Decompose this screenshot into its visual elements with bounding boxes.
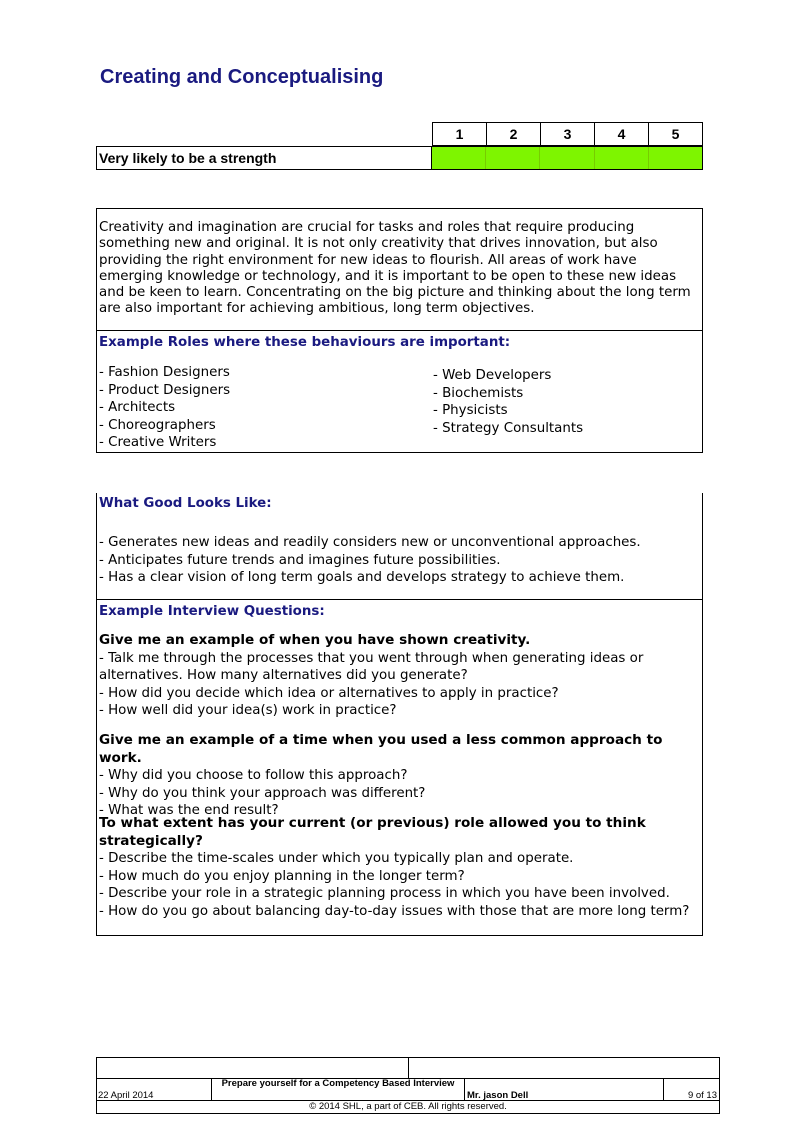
rating-cells	[432, 147, 702, 169]
page-title: Creating and Conceptualising	[100, 66, 384, 88]
roles-heading: Example Roles where these behaviours are important:	[99, 335, 511, 350]
rating-cell-3	[539, 147, 593, 169]
good-heading: What Good Looks Like:	[99, 496, 272, 511]
rating-cell-1	[432, 147, 485, 169]
rating-scale-5: 5	[648, 123, 702, 145]
list-item: - Creative Writers	[99, 435, 217, 451]
divider	[97, 599, 702, 600]
list-item: - Talk me through the processes that you went through when generating ideas or alternatives. How many alternatives did you generate?	[99, 650, 644, 684]
list-item: - Strategy Consultants	[433, 420, 584, 436]
roles-right-list	[433, 367, 583, 437]
question-block-1	[99, 632, 703, 720]
rating-row	[96, 146, 703, 170]
list-item: - Has a clear vision of long term goals and develops strategy to achieve them.	[99, 570, 625, 586]
list-item: - Choreographers	[99, 417, 216, 433]
footer-top-row	[97, 1058, 719, 1079]
list-item: - Fashion Designers	[99, 365, 230, 380]
rating-cell-5	[648, 147, 702, 169]
list-item: - Biochemists	[433, 385, 524, 401]
rating-scale	[432, 122, 703, 146]
footer-date: 22 April 2014	[98, 1090, 154, 1101]
description-box	[96, 208, 703, 453]
question-block-3	[99, 815, 703, 921]
list-item: - How did you decide which idea or alternatives to apply in practice?	[99, 685, 559, 701]
list-item: - Why did you choose to follow this approach?	[99, 768, 408, 784]
footer-document-title: Prepare yourself for a Competency Based Interview	[221, 1078, 455, 1089]
rating-cell-4	[594, 147, 648, 169]
interview-heading: Example Interview Questions:	[99, 604, 325, 619]
rating-scale-3: 3	[540, 123, 594, 145]
divider	[97, 330, 702, 331]
question-title: Give me an example of a time when you used a less common approach to work.	[99, 732, 663, 766]
rating-label: Very likely to be a strength	[97, 147, 432, 169]
question-title: Give me an example of when you have shown creativity.	[99, 632, 531, 648]
rating-cell-2	[485, 147, 539, 169]
list-item: - How do you go about balancing day-to-day issues with those that are more long term?	[99, 903, 690, 919]
divider	[408, 1058, 409, 1078]
rating-scale-4: 4	[594, 123, 648, 145]
good-list	[99, 534, 641, 587]
footer-copyright: © 2014 SHL, a part of CEB. All rights reserved.	[309, 1101, 507, 1112]
rating-scale-2: 2	[486, 123, 540, 145]
list-item: - How much do you enjoy planning in the longer term?	[99, 868, 465, 884]
list-item: - What was the end result?	[99, 803, 279, 819]
question-title: To what extent has your current (or previous) role allowed you to think strategically?	[99, 815, 646, 849]
rating-table	[96, 122, 703, 170]
list-item: - Architects	[99, 400, 176, 416]
list-item: - Why do you think your approach was different?	[99, 785, 426, 801]
list-item: - Physicists	[433, 403, 508, 419]
list-item: - Web Developers	[433, 368, 552, 383]
list-item: - Generates new ideas and readily considers new or unconventional approaches.	[99, 535, 641, 550]
footer-page-number: 9 of 13	[687, 1090, 717, 1101]
rating-scale-1: 1	[455, 126, 464, 142]
page-footer	[96, 1057, 720, 1114]
footer-name: Mr. jason Dell	[467, 1090, 529, 1101]
divider	[211, 1078, 212, 1100]
list-item: - Anticipates future trends and imagines future possibilities.	[99, 552, 501, 568]
roles-left-list	[99, 364, 230, 452]
divider	[663, 1078, 664, 1100]
question-block-2	[99, 732, 703, 820]
description-text: Creativity and imagination are crucial for tasks and roles that require producing something new and original. It is not only creativity that drives innovation, but also providing the right environment for new ideas to flourish. All areas of work have emerging knowledge or technology, and it is important to be open to these new ideas and be keen to learn. Concentrating on the big picture and thinking about the long term are also important for achieving ambitious, long term objectives.	[99, 220, 691, 317]
behaviours-box	[96, 493, 703, 936]
list-item: - Product Designers	[99, 382, 231, 398]
list-item: - How well did your idea(s) work in practice?	[99, 703, 397, 719]
divider	[464, 1078, 465, 1100]
list-item: - Describe your role in a strategic planning process in which you have been involved.	[99, 886, 670, 902]
list-item: - Describe the time-scales under which you typically plan and operate.	[99, 851, 574, 867]
